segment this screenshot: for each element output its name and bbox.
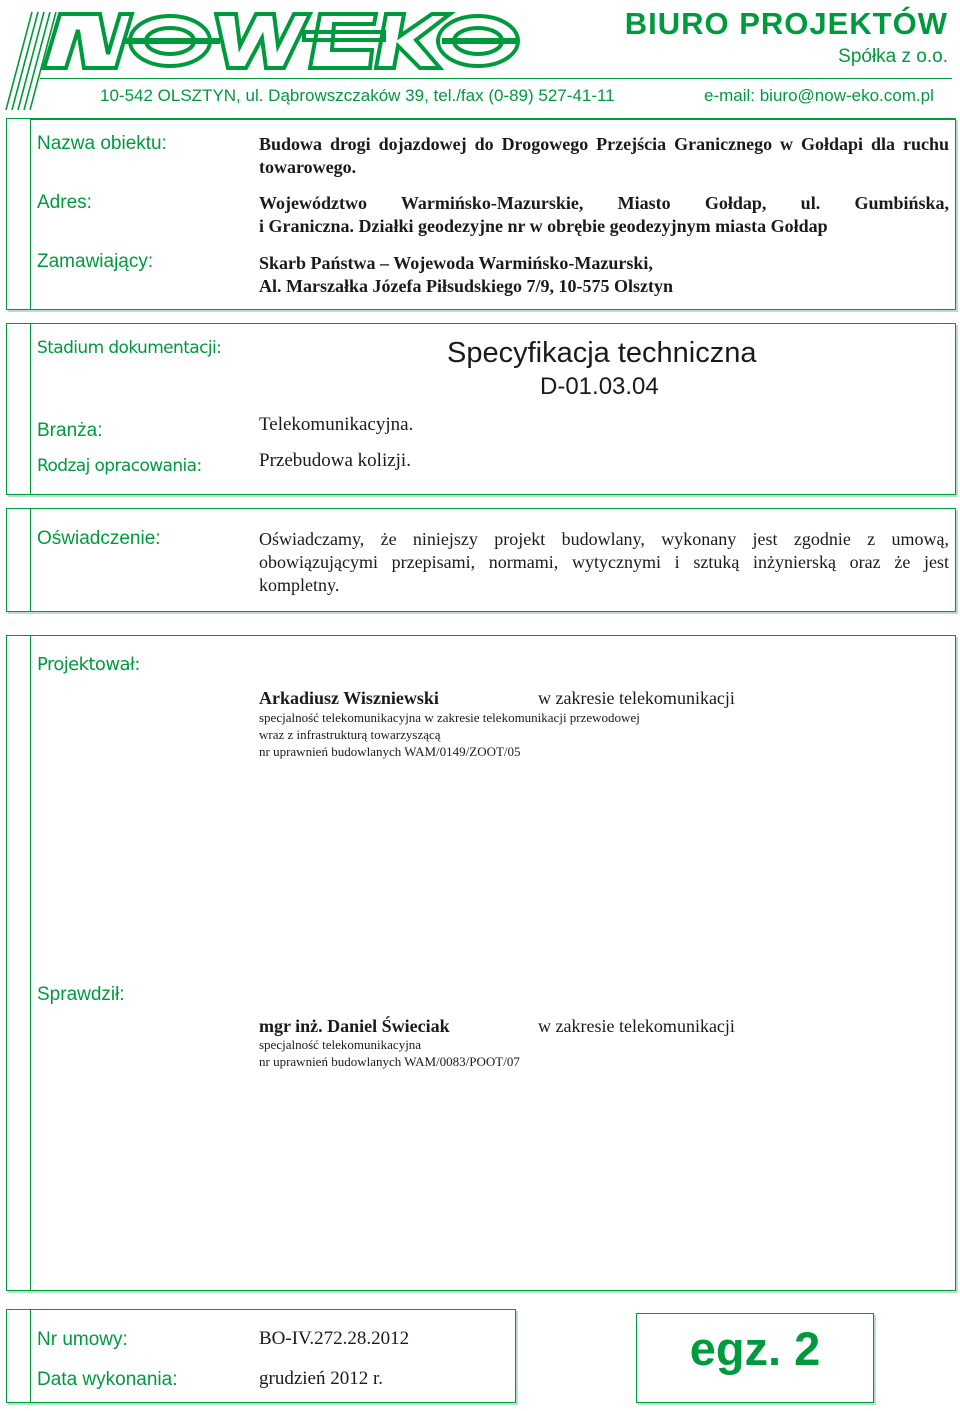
contract-value: BO-IV.272.28.2012 bbox=[259, 1328, 410, 1349]
checker-scope: w zakresie telekomunikacji bbox=[538, 1016, 735, 1036]
vertical-accent bbox=[30, 118, 31, 310]
client-line1: Skarb Państwa – Wojewoda Warmińsko-Mazurski, bbox=[259, 253, 653, 273]
address-label: Adres: bbox=[37, 192, 92, 213]
document-title: Specyfikacja techniczna bbox=[447, 337, 757, 369]
object-name-label: Nazwa obiektu: bbox=[37, 133, 167, 154]
date-label: Data wykonania: bbox=[37, 1369, 178, 1390]
address-line1: Województwo Warmińsko-Mazurskie, Miasto Gołdap, ul. Gumbińska, bbox=[259, 193, 949, 213]
type-label: Rodzaj opracowania: bbox=[37, 456, 202, 476]
vertical-accent bbox=[30, 635, 31, 1291]
checker-name: mgr inż. Daniel Świeciak bbox=[259, 1016, 450, 1036]
designer-specialty: specjalność telekomunikacyjna w zakresie telekomunikacji przewodowej bbox=[259, 710, 640, 725]
checker-label: Sprawdził: bbox=[37, 984, 125, 1005]
address-line2: i Graniczna. Działki geodezyjne nr w obrębie geodezyjnym miasta Gołdap bbox=[259, 216, 828, 236]
client-label: Zamawiający: bbox=[37, 251, 154, 272]
document-code: D-01.03.04 bbox=[540, 373, 659, 400]
company-email: e-mail: biuro@now-eko.com.pl bbox=[704, 86, 934, 105]
branch-label: Branża: bbox=[37, 420, 103, 441]
designer-infrastructure: wraz z infrastrukturą towarzyszącą bbox=[259, 727, 441, 742]
designer-name: Arkadiusz Wiszniewski bbox=[259, 688, 439, 708]
vertical-accent bbox=[30, 508, 31, 612]
vertical-accent bbox=[30, 1309, 31, 1403]
declaration-label: Oświadczenie: bbox=[37, 528, 161, 549]
company-title: BIURO PROJEKTÓW bbox=[624, 6, 948, 41]
stage-label: Stadium dokumentacji: bbox=[37, 338, 222, 358]
type-value: Przebudowa kolizji. bbox=[259, 450, 411, 471]
checker-license: nr uprawnień budowlanych WAM/0083/POOT/07 bbox=[259, 1054, 520, 1069]
header-divider bbox=[40, 78, 952, 79]
signatures-box bbox=[6, 635, 956, 1291]
company-subtitle: Spółka z o.o. bbox=[838, 46, 948, 67]
branch-value: Telekomunikacyjna. bbox=[259, 414, 414, 435]
box-inner-line bbox=[31, 119, 955, 120]
designer-scope: w zakresie telekomunikacji bbox=[538, 688, 735, 708]
date-value: grudzień 2012 r. bbox=[259, 1368, 384, 1389]
client-line2: Al. Marszałka Józefa Piłsudskiego 7/9, 10-575 Olsztyn bbox=[259, 276, 673, 296]
designer-label: Projektował: bbox=[37, 654, 140, 675]
designer-license: nr uprawnień budowlanych WAM/0149/ZOOT/05 bbox=[259, 744, 521, 759]
vertical-accent bbox=[30, 323, 31, 495]
checker-specialty: specjalność telekomunikacyjna bbox=[259, 1037, 422, 1052]
contract-label: Nr umowy: bbox=[37, 1329, 128, 1350]
declaration-text: Oświadczamy, że niniejszy projekt budowlany, wykonany jest zgodnie z umową, obowiązującymi przepisami, normami, wytycznymi i sztuką inżynierską oraz że jest kompletny. bbox=[259, 529, 949, 595]
object-name-value: Budowa drogi dojazdowej do Drogowego Przejścia Granicznego w Gołdapi dla ruchu towarowego. bbox=[259, 134, 949, 177]
company-address: 10-542 OLSZTYN, ul. Dąbrowszczaków 39, tel./fax (0-89) 527-41-11 bbox=[100, 86, 615, 105]
copy-number: egz. 2 bbox=[689, 1322, 821, 1375]
